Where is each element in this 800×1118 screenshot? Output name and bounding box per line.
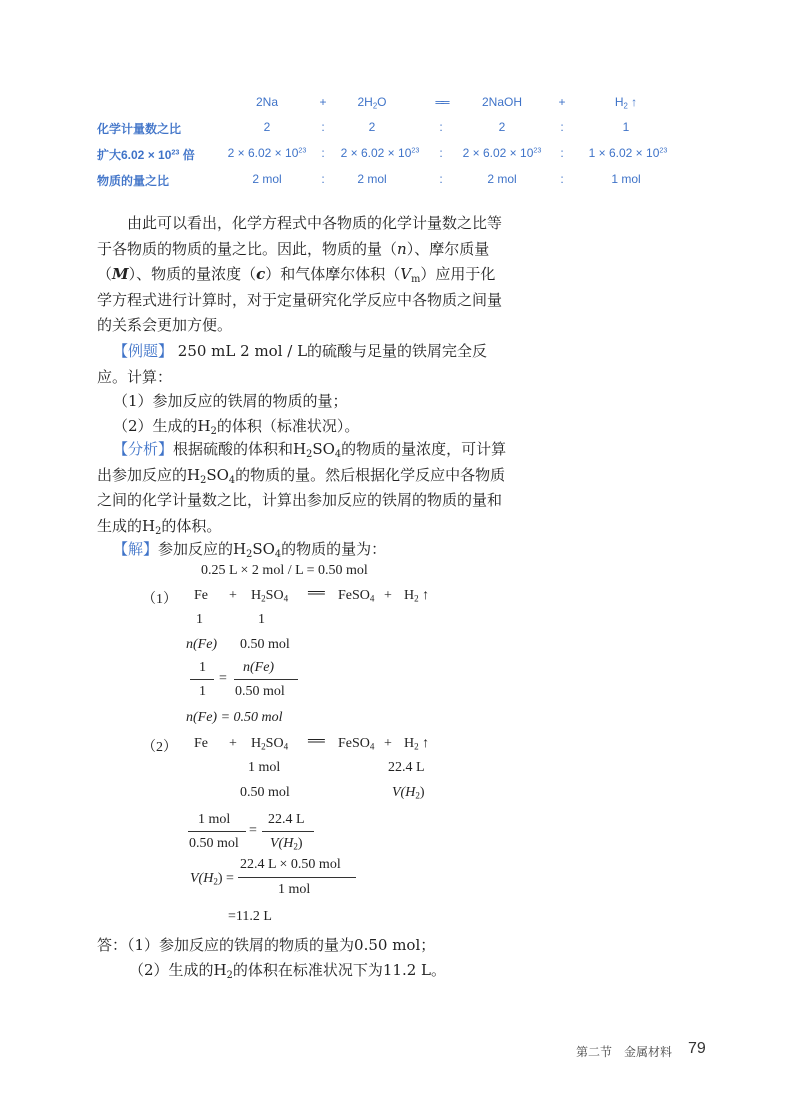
coef-fe: 1 <box>196 612 203 627</box>
table-cell: $1 \times 6.02 \times 10^{23}$ <box>588 145 668 160</box>
answer-1: 答：（1）参加反应的铁屑的物质的量为0.50 mol； <box>97 936 436 954</box>
fraction-bar <box>238 877 356 878</box>
frac4-den: $V(H_2)$ <box>270 836 303 852</box>
concentration-calc: 0.25 L × 2 mol / L = 0.50 mol <box>201 563 368 578</box>
fraction-bar <box>234 679 298 680</box>
result-nfe: n(Fe) = 0.50 mol <box>186 710 283 725</box>
eq-equals: ══ <box>308 586 322 601</box>
eq-plus: + <box>384 736 392 751</box>
reactant-water: $2H_2O$ <box>357 95 387 111</box>
unknown-nfe: n(Fe) <box>186 637 218 652</box>
frac3-num: 1 mol <box>198 812 231 827</box>
plus-sign: + <box>558 95 566 109</box>
given-moles: 0.50 mol <box>240 637 290 652</box>
table-cell: 2 <box>498 120 506 134</box>
question-1: （1）参加反应的铁屑的物质的量； <box>113 392 348 410</box>
page-number: 79 <box>688 1040 706 1057</box>
section-title: 第二节 金属材料 <box>576 1045 673 1059</box>
ratio-separator: : <box>560 172 564 186</box>
frac2-num: n(Fe) <box>243 660 275 675</box>
frac4-num: 22.4 L <box>268 812 305 827</box>
table-cell: 1 mol <box>611 172 641 186</box>
ratio-separator: : <box>439 172 443 186</box>
table-cell: $2 \times 6.02 \times 10^{23}$ <box>340 145 420 160</box>
equals-sign: = <box>249 823 257 838</box>
frac3-den: 0.50 mol <box>189 836 239 851</box>
molar-volume: 22.4 L <box>388 760 425 775</box>
molar-ratio: 1 mol <box>248 760 281 775</box>
part-2-label: （2） <box>142 740 177 755</box>
fraction-bar <box>262 831 314 832</box>
eq-fe: Fe <box>194 588 208 603</box>
unknown-vh2: $V(H_2)$ <box>392 785 425 801</box>
frac1-num: 1 <box>199 660 206 675</box>
ratio-separator: : <box>321 146 325 160</box>
fraction-bar <box>188 831 246 832</box>
reactant-na: 2Na <box>255 95 279 109</box>
eq-h2: $H_2$ ↑ <box>404 588 430 604</box>
equals-sign: = <box>219 671 227 686</box>
frac5-num: 22.4 L × 0.50 mol <box>240 857 341 872</box>
table-cell: 2 mol <box>252 172 282 186</box>
table-cell: 1 <box>622 120 630 134</box>
ratio-separator: : <box>560 146 564 160</box>
analysis-paragraph: 【分析】根据硫酸的体积和$H_2SO_4$的物质的量浓度，可计算出参加反应的$H_2SO_4$的物质的量。然后根据化学反应中各物质之间的化学计量数之比，计算出参加反应的铁屑的物质的量和生成的$H_2$的体积。 <box>97 440 507 537</box>
question-2: （2）生成的$H_2$的体积（标准状况）。 <box>113 417 360 437</box>
table-cell: $2 \times 6.02 \times 10^{23}$ <box>227 145 307 160</box>
vh2-label: $V(H_2)$ = <box>190 871 234 887</box>
ratio-separator: : <box>439 120 443 134</box>
ratio-separator: : <box>439 146 443 160</box>
ratio-separator: : <box>321 172 325 186</box>
answer-2: （2）生成的$H_2$的体积在标准状况下为11.2 L。 <box>129 961 446 981</box>
solution-intro: 【解】参加反应的$H_2SO_4$的物质的量为： <box>113 540 387 560</box>
eq-h2so4: $H_2SO_4$ <box>251 736 289 752</box>
table-cell: $2 \times 6.02 \times 10^{23}$ <box>462 145 542 160</box>
table-cell: 2 mol <box>357 172 387 186</box>
table-cell: 2 <box>368 120 376 134</box>
row-label-ratio: 化学计量数之比 <box>97 122 182 136</box>
eq-plus: + <box>229 588 237 603</box>
eq-h2so4: $H_2SO_4$ <box>251 588 289 604</box>
final-result: =11.2 L <box>228 909 272 924</box>
frac2-den: 0.50 mol <box>235 684 285 699</box>
example-question: 【例题】 250 mL 2 mol / L的硫酸与足量的铁屑完全反应。计算： <box>97 342 488 386</box>
fraction-bar <box>190 679 214 680</box>
frac1-den: 1 <box>199 684 206 699</box>
table-cell: 2 mol <box>487 172 517 186</box>
ratio-separator: : <box>321 120 325 134</box>
given-moles: 0.50 mol <box>240 785 290 800</box>
eq-equals: ══ <box>308 734 322 749</box>
product-h2: $H_2$ ↑ <box>614 95 638 111</box>
ratio-separator: : <box>560 120 564 134</box>
row-label-expand: 扩大$6.02 \times 10^{23}$ 倍 <box>97 147 195 162</box>
row-label-mole-ratio: 物质的量之比 <box>97 174 170 188</box>
eq-plus: + <box>384 588 392 603</box>
eq-plus: + <box>229 736 237 751</box>
equals-sign: ══ <box>435 95 447 109</box>
eq-feso4: FeSO$_4$ <box>338 736 375 752</box>
eq-fe: Fe <box>194 736 208 751</box>
coef-h2so4: 1 <box>258 612 265 627</box>
table-cell: 2 <box>263 120 271 134</box>
plus-sign: + <box>319 95 327 109</box>
part-1-label: （1） <box>142 592 177 607</box>
intro-paragraph: 由此可以看出，化学方程式中各物质的化学计量数之比等于各物质的物质的量之比。因此，物质的量（n）、摩尔质量（M）、物质的量浓度（c）和气体摩尔体积$(V_m)$应用于化学方程式进行计算时，对于定量研究化学反应中各物质之间量的关系会更加方便。 <box>97 214 503 335</box>
product-naoh: 2NaOH <box>481 95 523 109</box>
frac5-den: 1 mol <box>278 882 311 897</box>
eq-h2: $H_2$ ↑ <box>404 736 430 752</box>
eq-feso4: FeSO$_4$ <box>338 588 375 604</box>
